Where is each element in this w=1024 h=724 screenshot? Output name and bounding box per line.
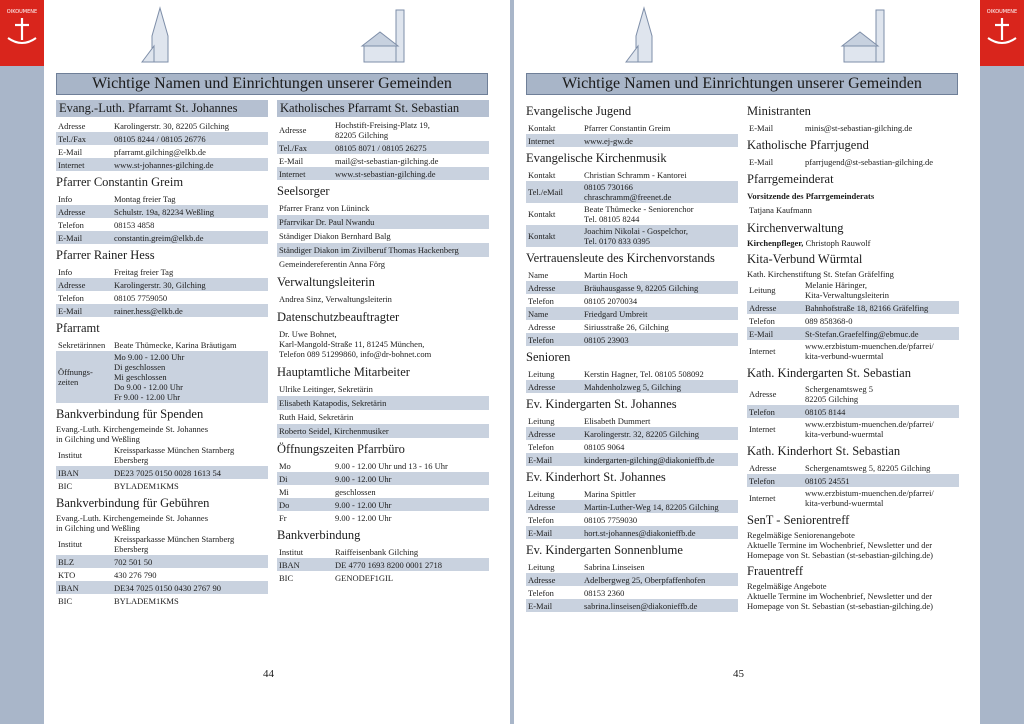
- page-44: [44, 0, 510, 724]
- info-row: [526, 427, 738, 440]
- section-heading: Vertrauensleute des Kirchenvorstands: [526, 251, 715, 265]
- row-label: Info: [58, 193, 73, 204]
- row-label: Leitung: [528, 368, 555, 379]
- info-row: [277, 558, 489, 571]
- row-label: Institut: [58, 450, 83, 460]
- section-heading: Hauptamtliche Mitarbeiter: [277, 365, 410, 379]
- evangelical-column: [56, 100, 268, 607]
- row-label: Adresse: [528, 428, 556, 439]
- list-item: Elisabeth Katapodis, Sekretärin: [277, 396, 489, 410]
- row-label: Tel./eMail: [528, 187, 564, 197]
- row-label: Internet: [279, 168, 306, 179]
- section-heading: Kath. Kinderhort St. Sebastian: [747, 444, 901, 458]
- list-item: Ulrike Leitinger, Sekretärin: [279, 384, 373, 394]
- info-row: [277, 485, 489, 498]
- section-heading: Katholisches Pfarramt St. Sebastian: [277, 100, 489, 117]
- row-label: IBAN: [58, 582, 79, 593]
- info-row: [277, 154, 489, 167]
- row-value: constantin.greim@elkb.de: [114, 232, 204, 243]
- row-label: E-Mail: [528, 527, 553, 538]
- row-value: 08105 7759050: [114, 292, 168, 303]
- row-label: Telefon: [58, 219, 84, 230]
- row-value: Montag freier Tag: [114, 193, 176, 204]
- row-label: BIC: [58, 480, 73, 491]
- row-value: Kreissparkasse München Starnberg Ebersberg: [114, 534, 235, 554]
- info-row: [526, 203, 738, 225]
- section-heading: Pfarrgemeinderat: [747, 172, 834, 186]
- row-label: BIC: [58, 595, 73, 606]
- row-label: Adresse: [528, 381, 556, 392]
- row-label: Kontakt: [528, 231, 556, 241]
- info-row: [526, 333, 738, 346]
- info-row: [526, 134, 738, 147]
- row-label: BLZ: [58, 556, 75, 567]
- row-value: Adelbergweg 25, Oberpfaffenhofen: [584, 574, 706, 585]
- info-row: [526, 294, 738, 307]
- row-label: E-Mail: [279, 155, 304, 166]
- row-label: Mi: [279, 486, 289, 497]
- row-value: Kerstin Hagner, Tel. 08105 508092: [584, 368, 704, 379]
- row-label: KTO: [58, 569, 76, 580]
- info-row: [747, 405, 959, 418]
- row-label: Internet: [749, 346, 776, 356]
- row-label: Telefon: [749, 406, 775, 417]
- row-value: www.erzbistum-muenchen.de/pfarrei/ kita-verbund-wuermtal: [805, 419, 934, 439]
- row-value: pfarrjugend@st-sebastian-gilching.de: [805, 156, 933, 167]
- page-number: 45: [733, 668, 744, 680]
- row-value: geschlossen: [335, 486, 376, 497]
- list-item: Ständiger Diakon Bernhard Balg: [279, 231, 391, 241]
- section-note: Regelmäßige Angebote Aktuelle Termine im Wochenbrief, Newsletter und der Homepage von St. Sebastian (st-sebastian-gilching.de): [747, 581, 934, 611]
- info-row: [277, 498, 489, 511]
- info-row: [56, 145, 268, 158]
- row-value: Mahdenholzweg 5, Gilching: [584, 381, 682, 392]
- info-row: [526, 414, 738, 427]
- info-row: [526, 500, 738, 513]
- row-label: E-Mail: [528, 454, 553, 465]
- row-label: Adresse: [749, 389, 777, 399]
- info-row: [56, 568, 268, 581]
- row-label: Telefon: [528, 514, 554, 525]
- info-row: [277, 511, 489, 524]
- row-value: 430 276 790: [114, 569, 157, 580]
- page-number: 44: [263, 668, 274, 680]
- row-label: Adresse: [58, 279, 86, 290]
- section-note: Evang.-Luth. Kirchengemeinde St. Johannes in Gilching und Weßling: [56, 513, 209, 533]
- info-row: [56, 338, 268, 351]
- row-value: 08105 730166 chraschramm@freenet.de: [584, 182, 672, 202]
- row-value: Beate Thümecke, Karina Bräutigam: [114, 339, 237, 350]
- info-row: [277, 167, 489, 180]
- row-label: Adresse: [528, 321, 556, 332]
- row-label: Institut: [58, 539, 83, 549]
- row-label: Internet: [528, 135, 555, 146]
- section-heading: SenT - Seniorentreff: [747, 513, 850, 527]
- row-label: Leitung: [528, 561, 555, 572]
- row-value: BYLADEM1KMS: [114, 480, 179, 491]
- info-row: [56, 466, 268, 479]
- info-row: [526, 586, 738, 599]
- section-banner: Wichtige Namen und Einrichtungen unserer Gemeinden: [526, 73, 958, 95]
- row-label: Adresse: [58, 206, 86, 217]
- section-heading: Datenschutzbeauftragter: [277, 310, 400, 324]
- info-row: [747, 418, 959, 440]
- section-heading: Ev. Kindergarten St. Johannes: [526, 397, 677, 411]
- row-value: 089 858368-0: [805, 315, 853, 326]
- section-note: Evang.-Luth. Kirchengemeinde St. Johannes in Gilching und Weßling: [56, 424, 209, 444]
- row-value: Friedgard Umbreit: [584, 308, 648, 319]
- row-label: BIC: [279, 572, 294, 583]
- row-value: 08153 4858: [114, 219, 155, 230]
- row-value: hort.st-johannes@diakonieffb.de: [584, 527, 696, 538]
- info-row: [526, 560, 738, 573]
- row-value: 08105 2070034: [584, 295, 638, 306]
- row-label: Telefon: [528, 334, 554, 345]
- row-label: Fr: [279, 512, 287, 523]
- info-row: [56, 231, 268, 244]
- section-heading: Öffnungszeiten Pfarrbüro: [277, 442, 405, 456]
- row-value: Karolingerstr. 32, 82205 Gilching: [584, 428, 699, 439]
- info-row: [526, 367, 738, 380]
- list-item: Dr. Uwe Bohnet, Karl-Mangold-Straße 11, 81245 München, Telefon 089 51299860, info@dr-bohnet.com: [279, 329, 432, 359]
- row-value: 08105 8071 / 08105 26275: [335, 142, 427, 153]
- row-value: Melanie Häringer, Kita-Verwaltungsleiterin: [805, 280, 890, 300]
- row-label: Internet: [749, 424, 776, 434]
- info-row: [526, 281, 738, 294]
- info-row: [56, 533, 268, 555]
- info-row: [526, 268, 738, 281]
- row-value: Freitag freier Tag: [114, 266, 174, 277]
- row-label: Internet: [749, 493, 776, 503]
- info-row: [747, 487, 959, 509]
- info-row: [56, 278, 268, 291]
- row-label: IBAN: [279, 559, 300, 570]
- row-value: Mo 9.00 - 12.00 Uhr Di geschlossen Mi geschlossen Do 9.00 - 12.00 Uhr Fr 9.00 - 12.00 Uhr: [114, 352, 185, 402]
- row-label: E-Mail: [749, 122, 774, 133]
- list-item: Ruth Haid, Sekretärin: [279, 412, 354, 422]
- row-label: E-Mail: [58, 146, 83, 157]
- section-heading: Bankverbindung für Gebühren: [56, 496, 210, 510]
- section-heading: Evangelische Kirchenmusik: [526, 151, 667, 165]
- row-value: Christian Schramm - Kantorei: [584, 169, 687, 180]
- row-value: Raiffeisenbank Gilching: [335, 546, 419, 557]
- info-row: [526, 453, 738, 466]
- section-note: Regelmäßige Seniorenangebote Aktuelle Termine im Wochenbrief, Newsletter und der Homepage von St. Sebastian (st-sebastian-gilching.de): [747, 530, 934, 560]
- section-heading: Seelsorger: [277, 184, 330, 198]
- row-label: Kontakt: [528, 122, 556, 133]
- row-value: 9.00 - 12.00 Uhr: [335, 473, 392, 484]
- info-row: [56, 444, 268, 466]
- section-note: [747, 238, 959, 248]
- row-label: Telefon: [528, 587, 554, 598]
- row-label: Info: [58, 266, 73, 277]
- info-row: [56, 291, 268, 304]
- row-label: Adresse: [749, 302, 777, 313]
- catholic-column: [277, 100, 489, 584]
- row-label: Di: [279, 473, 288, 484]
- info-row: [526, 526, 738, 539]
- section-heading: Pfarrer Constantin Greim: [56, 175, 184, 189]
- info-row: [526, 225, 738, 247]
- oikoumene-logo-left: [0, 0, 44, 66]
- section-banner: Wichtige Namen und Einrichtungen unserer Gemeinden: [56, 73, 488, 95]
- section-heading: Kirchenverwaltung: [747, 221, 844, 235]
- list-item: Andrea Sinz, Verwaltungsleiterin: [279, 294, 392, 304]
- row-value: 702 501 50: [114, 556, 153, 567]
- row-label: Telefon: [528, 295, 554, 306]
- info-row: [277, 119, 489, 141]
- info-row: [526, 440, 738, 453]
- info-row: [747, 327, 959, 340]
- row-value: Beate Thümecke - Seniorenchor Tel. 08105 8244: [584, 204, 694, 224]
- row-label: Adresse: [528, 501, 556, 512]
- row-value: Hochstift-Freising-Platz 19, 82205 Gilching: [335, 120, 430, 140]
- info-row: [526, 573, 738, 586]
- row-value: 08105 8244 / 08105 26776: [114, 133, 206, 144]
- church-building-icon: [360, 6, 410, 64]
- evangelical-groups-column: [526, 100, 738, 612]
- info-row: [277, 141, 489, 154]
- list-item: Ständiger Diakon im Zivilberuf Thomas Hackenberg: [277, 243, 489, 257]
- row-label: Leitung: [528, 415, 555, 426]
- info-row: [747, 279, 959, 301]
- info-row: [56, 304, 268, 317]
- row-label: Internet: [58, 159, 85, 170]
- row-value: Bahnhofstraße 18, 82166 Gräfelfing: [805, 302, 929, 313]
- info-row: [526, 380, 738, 393]
- oikoumene-logo-icon: [0, 0, 44, 66]
- row-value: 08105 7759030: [584, 514, 638, 525]
- info-row: [526, 487, 738, 500]
- row-value: DE 4770 1693 8200 0001 2718: [335, 559, 442, 570]
- row-value: mail@st-sebastian-gilching.de: [335, 155, 439, 166]
- oikoumene-logo-right: [980, 0, 1024, 66]
- row-label: Telefon: [58, 292, 84, 303]
- row-label: Tel./Fax: [279, 142, 307, 153]
- row-value: kindergarten-gilching@diakonieffb.de: [584, 454, 715, 465]
- row-value: Siriusstraße 26, Gilching: [584, 321, 669, 332]
- info-row: [277, 545, 489, 558]
- info-row: [56, 218, 268, 231]
- list-item: Pfarrer Franz von Lüninck: [279, 203, 370, 213]
- logo-text: OIKOUMENE: [986, 9, 1018, 15]
- info-row: [277, 472, 489, 485]
- info-row: [747, 301, 959, 314]
- row-label: E-Mail: [58, 305, 83, 316]
- row-label: E-Mail: [749, 156, 774, 167]
- row-label: Adresse: [528, 574, 556, 585]
- info-row: [747, 121, 959, 134]
- section-heading: Ev. Kinderhort St. Johannes: [526, 470, 666, 484]
- row-value: minis@st-sebastian-gilching.de: [805, 122, 913, 133]
- info-row: [747, 461, 959, 474]
- row-value: GENODEF1GIL: [335, 572, 394, 583]
- info-row: [526, 513, 738, 526]
- list-item: Pfarrvikar Dr. Paul Nwandu: [277, 215, 489, 229]
- info-row: [56, 594, 268, 607]
- catholic-groups-column: [747, 100, 959, 611]
- info-row: [526, 181, 738, 203]
- row-value: DE34 7025 0150 0430 2767 90: [114, 582, 221, 593]
- section-subtitle: Vorsitzende des Pfarrgemeinderats: [747, 191, 875, 201]
- section-heading: Ministranten: [747, 104, 811, 118]
- row-label: E-Mail: [528, 600, 553, 611]
- row-label: E-Mail: [749, 328, 774, 339]
- row-value: Karolingerstr. 30, 82205 Gilching: [114, 120, 229, 131]
- row-value: pfarramt.gilching@elkb.de: [114, 146, 206, 157]
- row-value: www.ej-gw.de: [584, 135, 633, 146]
- info-row: [56, 351, 268, 403]
- section-heading: Katholische Pfarrjugend: [747, 138, 869, 152]
- section-heading: Frauentreff: [747, 564, 803, 578]
- row-value: 08105 23903: [584, 334, 629, 345]
- row-value: Sabrina Linseisen: [584, 561, 645, 572]
- row-value: Karolingerstr. 30, Gilching: [114, 279, 206, 290]
- row-label: Institut: [279, 546, 304, 557]
- church-tower-icon: [624, 6, 664, 64]
- row-value: 08105 8144: [805, 406, 846, 417]
- page-45: [514, 0, 980, 724]
- note-text: Christoph Rauwolf: [803, 238, 871, 248]
- info-row: [56, 158, 268, 171]
- row-value: Bräuhausgasse 9, 82205 Gilching: [584, 282, 699, 293]
- row-value: St-Stefan.Graefelfing@ebmuc.de: [805, 328, 919, 339]
- row-label: Adresse: [749, 462, 777, 473]
- info-row: [747, 474, 959, 487]
- row-value: BYLADEM1KMS: [114, 595, 179, 606]
- info-row: [56, 479, 268, 492]
- section-heading: Ev. Kindergarten Sonnenblume: [526, 543, 683, 557]
- row-value: Schergenamtsweg 5, 82205 Gilching: [805, 462, 931, 473]
- row-label: Adresse: [58, 120, 86, 131]
- info-row: [56, 265, 268, 278]
- info-row: [526, 307, 738, 320]
- row-value: 9.00 - 12.00 Uhr und 13 - 16 Uhr: [335, 460, 448, 471]
- row-label: Name: [528, 269, 549, 280]
- row-value: rainer.hess@elkb.de: [114, 305, 183, 316]
- row-value: sabrina.linseisen@diakonieffb.de: [584, 600, 698, 611]
- row-value: www.erzbistum-muenchen.de/pfarrei/ kita-verbund-wuermtal: [805, 341, 934, 361]
- section-heading: Senioren: [526, 350, 571, 364]
- section-heading: Pfarrer Rainer Hess: [56, 248, 155, 262]
- info-row: [277, 571, 489, 584]
- row-value: www.erzbistum-muenchen.de/pfarrei/ kita-verbund-wuermtal: [805, 488, 934, 508]
- info-row: [526, 121, 738, 134]
- note-label: Kirchenpfleger,: [747, 238, 804, 248]
- row-value: www.st-johannes-gilching.de: [114, 159, 214, 170]
- list-item: Roberto Seidel, Kirchenmusiker: [277, 424, 489, 438]
- info-row: [56, 581, 268, 594]
- row-value: Pfarrer Constantin Greim: [584, 122, 671, 133]
- section-heading: Kita-Verbund Würmtal: [747, 252, 863, 266]
- row-value: DE23 7025 0150 0028 1613 54: [114, 467, 221, 478]
- info-row: [747, 340, 959, 362]
- info-row: [56, 192, 268, 205]
- list-item: Tatjana Kaufmann: [749, 205, 812, 215]
- info-row: [747, 314, 959, 327]
- row-value: Schergenamtsweg 5 82205 Gilching: [805, 384, 874, 404]
- section-heading: Verwaltungsleiterin: [277, 275, 375, 289]
- row-label: Do: [279, 499, 290, 510]
- info-row: [56, 555, 268, 568]
- row-label: Kontakt: [528, 209, 556, 219]
- info-row: [56, 205, 268, 218]
- row-value: Marina Spittler: [584, 488, 636, 499]
- row-label: Telefon: [528, 441, 554, 452]
- church-building-icon: [840, 6, 890, 64]
- row-label: Leitung: [749, 285, 776, 295]
- row-value: 08105 9064: [584, 441, 625, 452]
- row-value: www.st-sebastian-gilching.de: [335, 168, 436, 179]
- row-label: IBAN: [58, 467, 79, 478]
- row-value: Elisabeth Dummert: [584, 415, 651, 426]
- row-value: Joachim Nikolai - Gospelchor, Tel. 0170 833 0395: [584, 226, 688, 246]
- row-value: 08153 2360: [584, 587, 625, 598]
- row-value: 08105 24551: [805, 475, 850, 486]
- row-label: Tel./Fax: [58, 133, 86, 144]
- row-label: Telefon: [749, 475, 775, 486]
- info-row: [56, 132, 268, 145]
- row-label: E-Mail: [58, 232, 83, 243]
- row-label: Mo: [279, 460, 291, 471]
- info-row: [747, 155, 959, 168]
- section-heading: Evang.-Luth. Pfarramt St. Johannes: [56, 100, 268, 117]
- list-item: Gemeindereferentin Anna Förg: [279, 259, 386, 269]
- section-heading: Bankverbindung für Spenden: [56, 407, 204, 421]
- row-label: Name: [528, 308, 549, 319]
- info-row: [526, 168, 738, 181]
- row-label: Adresse: [279, 125, 307, 135]
- row-value: Martin Hoch: [584, 269, 628, 280]
- section-note: Kath. Kirchenstiftung St. Stefan Gräfelfing: [747, 269, 894, 279]
- info-row: [526, 320, 738, 333]
- row-label: Adresse: [528, 282, 556, 293]
- row-label: Telefon: [749, 315, 775, 326]
- row-label: Leitung: [528, 488, 555, 499]
- row-value: 9.00 - 12.00 Uhr: [335, 512, 392, 523]
- section-heading: Bankverbindung: [277, 528, 361, 542]
- row-value: Schulstr. 19a, 82234 Weßling: [114, 206, 214, 217]
- row-value: Kreissparkasse München Starnberg Ebersberg: [114, 445, 235, 465]
- logo-text: OIKOUMENE: [6, 9, 38, 15]
- row-label: Kontakt: [528, 169, 556, 180]
- row-value: 9.00 - 12.00 Uhr: [335, 499, 392, 510]
- row-value: Martin-Luther-Weg 14, 82205 Gilching: [584, 501, 719, 512]
- info-row: [56, 119, 268, 132]
- section-heading: Evangelische Jugend: [526, 104, 632, 118]
- church-tower-icon: [140, 6, 180, 64]
- info-row: [277, 459, 489, 472]
- section-heading: Kath. Kindergarten St. Sebastian: [747, 366, 911, 380]
- row-label: Sekretärinnen: [58, 339, 106, 350]
- row-label: Öffnungs- zeiten: [58, 367, 93, 387]
- section-heading: Pfarramt: [56, 321, 100, 335]
- oikoumene-logo-icon: [980, 0, 1024, 66]
- info-row: [747, 383, 959, 405]
- info-row: [526, 599, 738, 612]
